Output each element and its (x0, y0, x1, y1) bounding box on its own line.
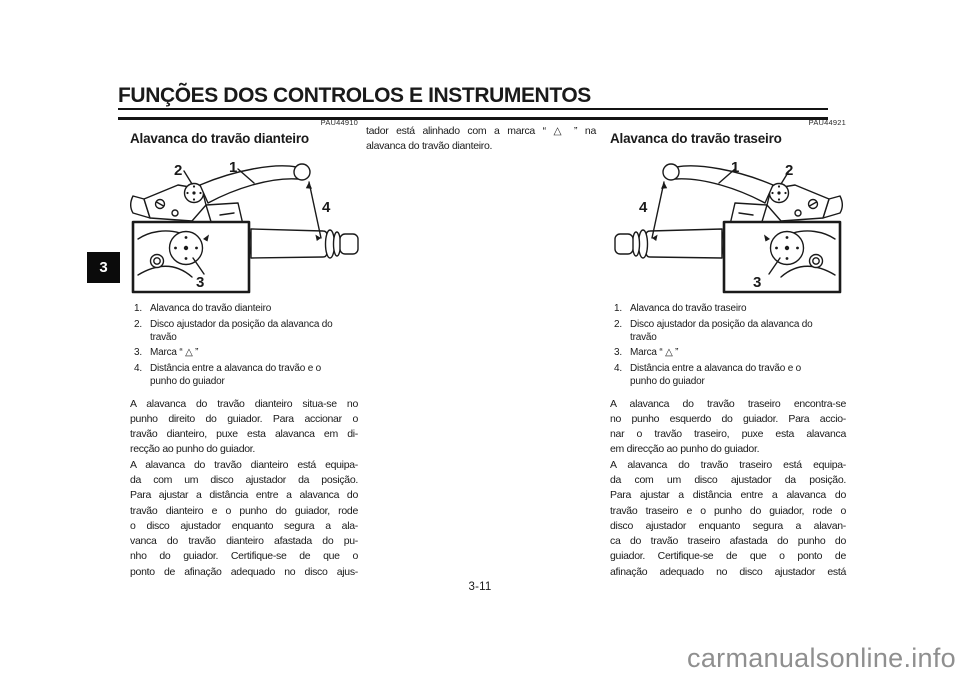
text-line: vanca do travão dianteiro afastada do pu- (130, 535, 358, 548)
section-heading-front-brake: Alavanca do travão dianteiro (130, 131, 309, 146)
text-line: nar o travão traseiro, puxe esta alavanca (610, 428, 846, 441)
legend-item: 2. Disco ajustador da posição da alavanca do travão (134, 318, 333, 343)
text-line: A alavanca do travão traseiro está equipa- (610, 458, 846, 471)
legend-item: 4. Distância entre a alavanca do travão e o punho do guiador (614, 362, 801, 387)
callout-2: 2 (174, 162, 183, 179)
right-column (610, 118, 846, 580)
callout-1: 1 (731, 159, 740, 176)
text-line: travão traseiro e o punho do guiador, rode o (610, 504, 846, 517)
text-line: nho do guiador. Certifique-se de que o (130, 550, 358, 563)
callout-4: 4 (322, 199, 331, 216)
text-line: em direcção ao punho do guiador. (610, 443, 760, 456)
rear-brake-lever-illustration (613, 155, 843, 295)
rear-brake-figure-legend (610, 302, 846, 388)
chapter-tab: 3 (87, 252, 120, 283)
legend-item: 3. Marca “ △ ” (614, 347, 679, 358)
paragraph-code-rear: PAU44921 (808, 118, 846, 127)
front-brake-body-text (130, 397, 358, 581)
front-brake-lever-illustration (130, 155, 360, 295)
rear-brake-lever-figure (610, 155, 846, 295)
legend-item: 1. Alavanca do travão dianteiro (134, 303, 272, 314)
text-line: tador está alinhado com a marca “ △ ” na (366, 125, 596, 137)
legend-item: 1. Alavanca do travão traseiro (614, 303, 747, 314)
text-line: disco ajustador enquanto segura a alavan- (610, 519, 846, 532)
text-line: guiador. Certifique-se de que o ponto de (610, 550, 846, 563)
text-line: punho direito do guiador. Para accionar o (130, 412, 358, 425)
text-line: Para ajustar a distância entre a alavanca do (130, 489, 358, 502)
text-line: da com um disco ajustador da posição. (130, 473, 358, 486)
text-line: recção ao punho do guiador. (130, 443, 256, 456)
text-line: A alavanca do travão dianteiro situa-se no (130, 397, 358, 410)
front-brake-figure-legend (130, 302, 358, 388)
text-line: A alavanca do travão dianteiro está equipa- (130, 458, 358, 471)
page-number: 3-11 (468, 581, 492, 593)
text-line: A alavanca do travão traseiro encontra-se (610, 397, 846, 410)
callout-3: 3 (196, 274, 205, 291)
text-line: da com um disco ajustador da posição. (610, 473, 846, 486)
left-column (130, 118, 358, 580)
callout-4: 4 (639, 199, 648, 216)
paragraph-code-front: PAU44910 (320, 118, 358, 127)
legend-item: 2. Disco ajustador da posição da alavanca do travão (614, 318, 813, 343)
rear-brake-body-text (610, 397, 846, 581)
middle-column (366, 124, 596, 155)
callout-2: 2 (785, 162, 794, 179)
legend-item: 3. Marca “ △ ” (134, 347, 199, 358)
text-line: o disco ajustador enquanto segura a ala- (130, 519, 358, 532)
text-line: ca do travão traseiro afastada do punho do (610, 535, 846, 548)
front-brake-lever-figure (130, 155, 358, 295)
section-heading-rear-brake: Alavanca do travão traseiro (610, 131, 782, 146)
text-line: Para ajustar a distância entre a alavanca do (610, 489, 846, 502)
watermark: carmanualsonline.info (687, 643, 956, 673)
text-line: travão dianteiro e o punho do guiador, rode (130, 504, 358, 517)
callout-1: 1 (229, 159, 238, 176)
text-line: alavanca do travão dianteiro. (366, 140, 493, 153)
front-brake-body-continued (366, 124, 596, 155)
text-line: no punho esquerdo do guiador. Para accio- (610, 412, 846, 425)
legend-item: 4. Distância entre a alavanca do travão e o punho do guiador (134, 362, 321, 387)
text-line: ponto de afinação adequado no disco ajus- (130, 565, 358, 578)
text-line: travão dianteiro, puxe esta alavanca em di- (130, 428, 358, 441)
callout-3: 3 (753, 274, 762, 291)
page-title: FUNÇÕES DOS CONTROLOS E INSTRUMENTOS (118, 84, 591, 107)
text-line: afinação adequado no disco ajustador está (610, 565, 846, 578)
